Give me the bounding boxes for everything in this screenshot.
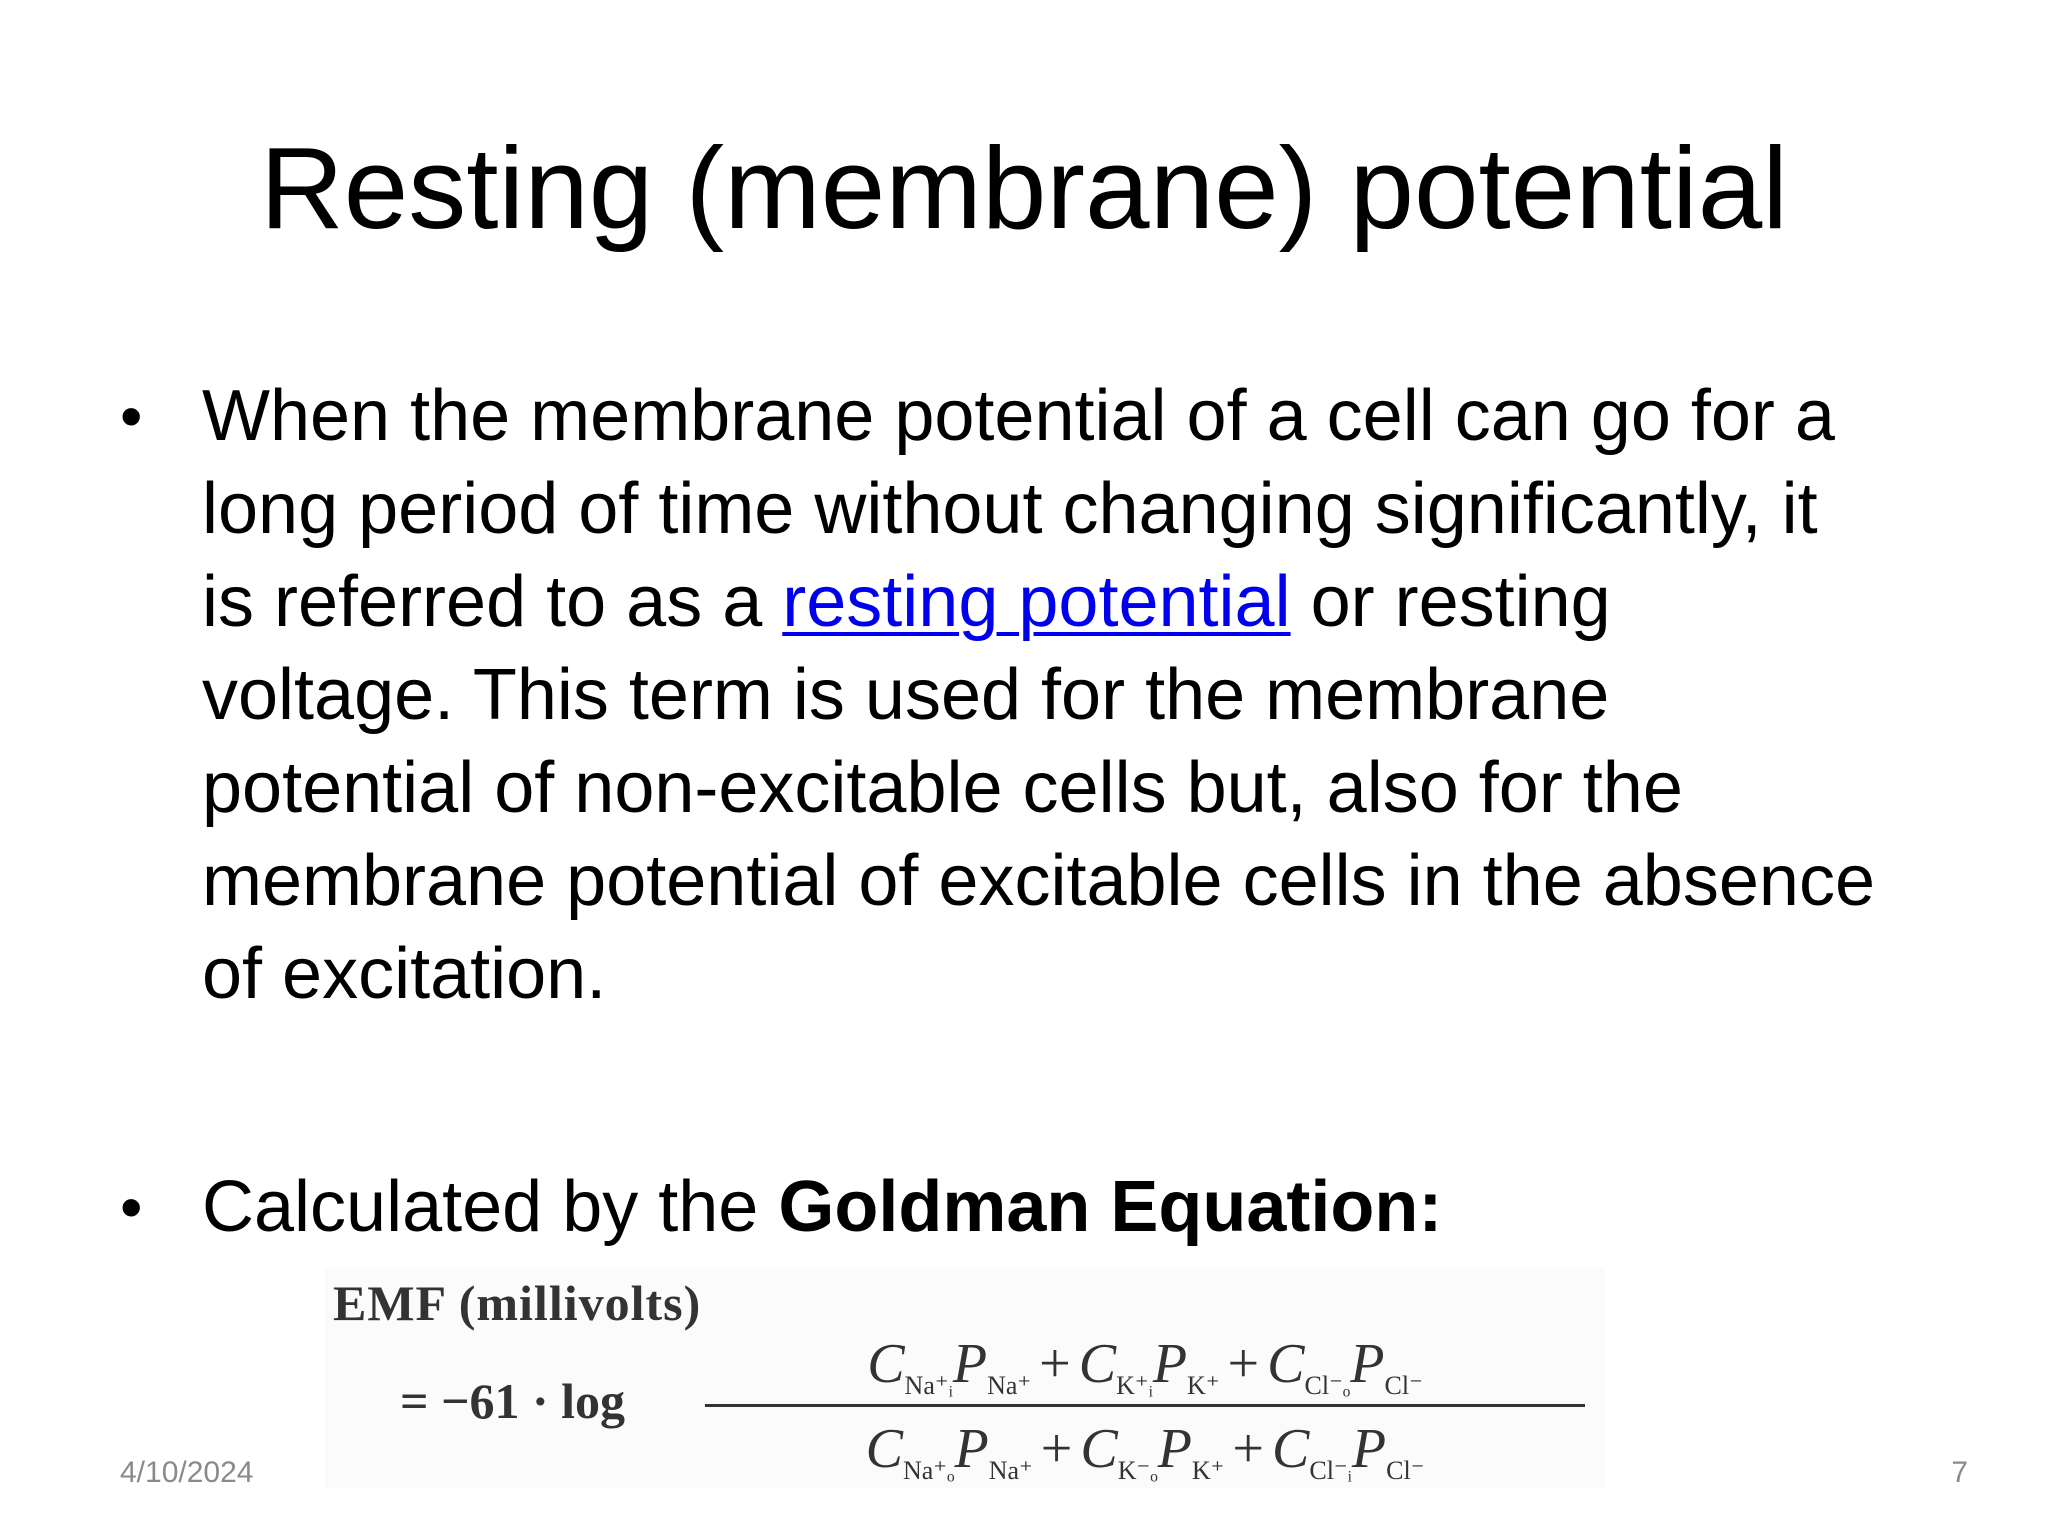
slide-title: Resting (membrane) potential [259, 123, 1789, 253]
den-term-na: $C_{Na^+_o}P_{Na^+}$ [865, 1418, 1033, 1486]
bullet-text-before-bold: Calculated by the [202, 1167, 779, 1247]
den-term-k: $C_{K^-_o}P_{K^+}$ [1080, 1418, 1225, 1486]
equation-fraction [705, 1332, 1585, 1486]
equation-emf-label: EMF (millivolts) [333, 1275, 702, 1331]
footer-page-number: 7 [1951, 1456, 1968, 1489]
bullet-dot-icon: • [120, 380, 143, 452]
den-term-cl: $C_{Cl^-ᵢ}P_{Cl^-}$ [1272, 1418, 1425, 1486]
resting-potential-link[interactable]: resting potential [782, 562, 1291, 642]
num-term-cl: $C_{Cl^-_o}P_{Cl^-}$ [1267, 1333, 1423, 1401]
equation-denominator: $C_{Na^+_o}P_{Na^+} + C_{K^-_o}P_{K^+} + C_{Cl^-ᵢ}P_{Cl^-}$ [865, 1418, 1425, 1486]
bullet-item-resting-potential [120, 370, 1880, 1021]
goldman-equation-image [325, 1268, 1605, 1488]
bullet-item-goldman [120, 1161, 1880, 1254]
goldman-equation-label: Goldman Equation: [778, 1167, 1443, 1247]
footer-date: 4/10/2024 [120, 1456, 254, 1489]
equation-prefix: = −61 · log [400, 1373, 626, 1429]
num-term-na: $C_{Na^+ᵢ}P_{Na^+}$ [867, 1333, 1032, 1401]
bullet-text-before-link: When the membrane potential of a cell can go for a long period of time without changing significantly, it is referred to as a [202, 376, 1835, 642]
bullet-list [120, 370, 1880, 1254]
equation-numerator: $C_{Na^+ᵢ}P_{Na^+} + C_{K^+ᵢ}P_{K^+} + C_{Cl^-_o}P_{Cl^-}$ [867, 1333, 1423, 1401]
num-term-k: $C_{K^+ᵢ}P_{K^+}$ [1078, 1333, 1220, 1401]
bullet-dot-icon: • [120, 1171, 143, 1243]
fraction-bar [705, 1404, 1585, 1407]
bullet-text-after-link: or resting voltage. This term is used for the membrane potential of non-excitable cells but, also for the membrane potential of excitable cells in the absence of excitation. [202, 562, 1875, 1014]
